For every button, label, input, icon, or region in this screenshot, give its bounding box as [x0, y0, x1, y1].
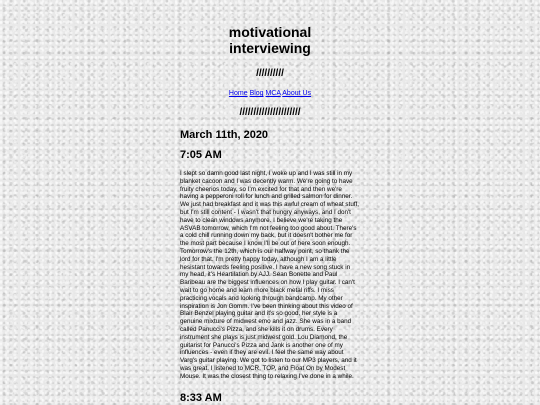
post-date: March 11th, 2020 [180, 129, 269, 141]
entry-time: 8:33 AM [180, 391, 222, 404]
site-title [180, 24, 360, 56]
site-title-line-1: motivational [228, 24, 312, 40]
page-column [180, 0, 360, 405]
nav-bar [180, 89, 360, 98]
nav-link-mca[interactable]: MCA [265, 90, 281, 97]
nav-link-blog[interactable]: Blog [249, 90, 264, 97]
nav-link-about-us[interactable]: About Us [282, 90, 312, 97]
entry-time: 7:05 AM [180, 149, 222, 161]
nav-link-home[interactable]: Home [228, 90, 248, 97]
entry-text: I slept so damn good last night, I woke up and I was still in my blanket cacoon and I was decently warm. We're going to have fruity cheerios today, so I'm excited for that and then we're having a pepperoni roll for lunch and grilled salmon for dinner. We just had breakfast and it was this awful cream of wheat stuff, but I'm still content - I wasn't that hungry anyways, and I don't have to clean windows anymore. I believe we're taking the ASVAB tomorrow, which I'm not feeling too good about. There's a cold chill running down my back, but it doesn't bother me for the most part because I know I'll be out of here soon enough. Tomorrow's the 12th, which is our halfway point, so thank the lord for that. I'm pretty happy today, although I am a little hesistant towards feeling positive. I have a new song stuck in my head, it's Heartilation by AJJ. Sean Bonette and Paul Baribeau are the biggest influences on how I play guitar. I can't wait to go home and learn more black metal riffs. I miss practicing vocals and looking through bandcamp. My other inspiration is Jon Gomm. I've been thinking about this video of Blair Benzel playing guitar and it's so good, her style is a genuine mixture of midwest emo and jazz. She was in a band called Panucci's Pizza, and she kills it on drums. Every instrument she plays is just midwest gold. Lou Diamond, the guitarist for Panucci's Pizza and Jank is another one of my influences - even if they are evil. I feel the same way about Varg's guitar playing. We got to listen to our MP3 players, and it was great. I listened to MCR, TOP, and Float On by Modest Mouse. It was the closest thing to relaxing I've done in a while. [180, 170, 359, 380]
divider-bottom: ////////////////////// [239, 107, 301, 118]
site-title-line-2: interviewing [229, 40, 311, 56]
divider-top: ////////// [256, 68, 284, 79]
